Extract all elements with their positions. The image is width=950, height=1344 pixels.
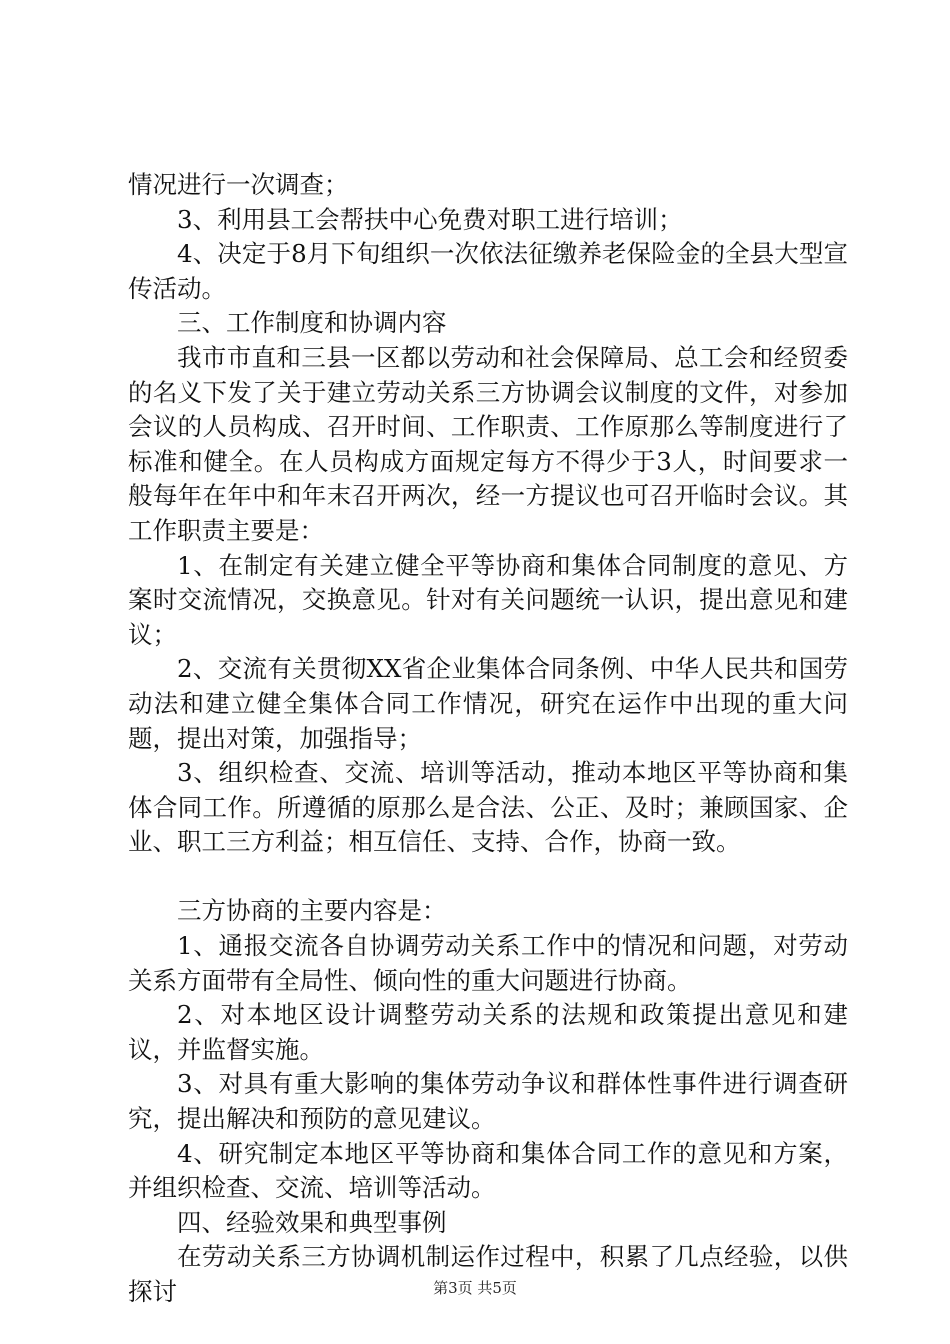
section-heading-3: 三、工作制度和协调内容 — [177, 308, 447, 338]
section-heading-4: 四、经验效果和典型事例 — [177, 1207, 447, 1237]
paragraph-duty-2: 2、交流有关贯彻XX省企业集体合同条例、中华人民共和国劳动法和建立健全集体合同工作情况，研究在运作中出现的重大问题，提出对策，加强指导； — [128, 654, 848, 753]
paragraph-duty-3: 3、组织检查、交流、培训等活动，推动本地区平等协商和集体合同工作。所遵循的原那么是合法、公正、及时；兼顾国家、企业、职工三方利益；相互信任、支持、合作，协商一致。 — [128, 758, 848, 857]
paragraph-consultation-intro: 三方协商的主要内容是： — [177, 896, 447, 926]
paragraph-item-4-campaign: 4、决定于8月下旬组织一次依法征缴养老保险金的全县大型宣传活动。 — [128, 239, 848, 303]
document-body — [128, 168, 848, 1310]
paragraph-consultation-3: 3、对具有重大影响的集体劳动争议和群体性事件进行调查研究，提出解决和预防的意见建议。 — [128, 1069, 848, 1134]
page-number-footer: 第3页 共5页 — [433, 1279, 517, 1297]
paragraph-consultation-1: 1、通报交流各自协调劳动关系工作中的情况和问题，对劳动关系方面带有全局性、倾向性的重大问题进行协商。 — [128, 931, 848, 995]
paragraph-duty-1: 1、在制定有关建立健全平等协商和集体合同制度的意见、方案时交流情况，交换意见。针对有关问题统一认识，提出意见和建议； — [128, 550, 848, 649]
paragraph-consultation-2: 2、对本地区设计调整劳动关系的法规和政策提出意见和建议，并监督实施。 — [128, 1000, 848, 1064]
paragraph-consultation-4: 4、研究制定本地区平等协商和集体合同工作的意见和方案，并组织检查、交流、培训等活动。 — [128, 1138, 848, 1203]
paragraph-experience: 在劳动关系三方协调机制运作过程中，积累了几点经验，以供探讨 — [128, 1242, 848, 1306]
paragraph-item-3-training: 3、利用县工会帮扶中心免费对职工进行培训； — [177, 204, 683, 234]
paragraph-continuation: 情况进行一次调查； — [128, 170, 349, 199]
paragraph-system-intro: 我市市直和三县一区都以劳动和社会保障局、总工会和经贸委的名义下发了关于建立劳动关系三方协调会议制度的文件，对参加会议的人员构成、召开时间、工作职责、工作原那么等制度进行了标准和健全。在人员构成方面规定每方不得少于3人，时间要求一般每年在年中和年末召开两次，经一方提议也可召开临时会议。其工作职责主要是： — [128, 342, 848, 545]
